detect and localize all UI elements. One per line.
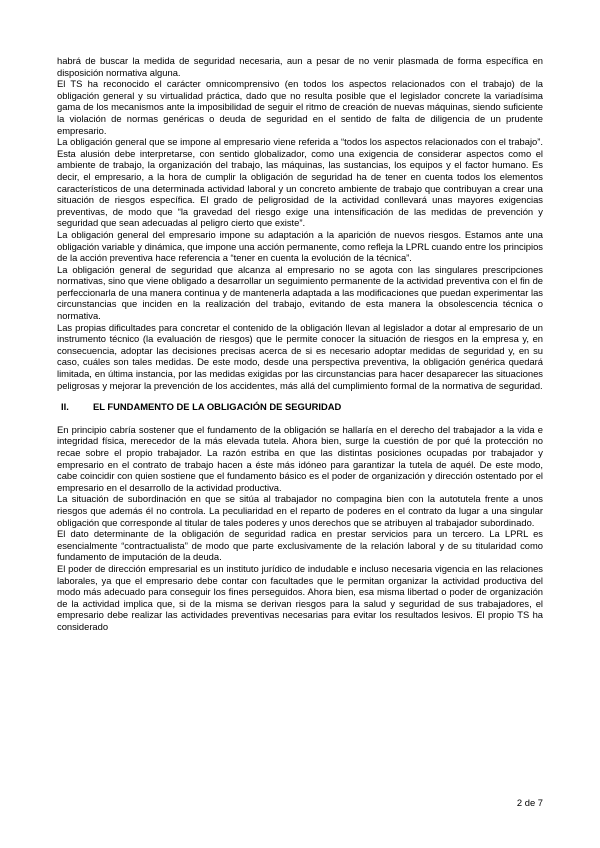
- paragraph: La situación de subordinación en que se sitúa al trabajador no compagina bien con la autotutela frente a unos riesgos que además él no controla. La peculiaridad en el reparto de poderes en el contrato da lugar a una singular obligación que corresponde al titular de tales poderes y unos derechos que se atribuyen al trabajador subordinado.: [57, 493, 543, 528]
- section-number: II.: [61, 401, 69, 413]
- paragraph: El poder de dirección empresarial es un instituto jurídico de indudable e incluso necesaria vigencia en las relaciones laborales, ya que el empresario debe contar con facultades que le permitan organizar la actividad productiva del modo más adecuado para conseguir los fines perseguidos. Ahora bien, esa misma libertad o poder de organización de la actividad implica que, si de la misma se derivan riesgos para la salud y seguridad de sus trabajadores, el empresario debe realizar las actividades preventivas necesarias para evitar los resultados lesivos. El propio TS ha considerado: [57, 562, 543, 632]
- paragraph: El TS ha reconocido el carácter omnicomprensivo (en todos los aspectos relacionados con el trabajo) de la obligación general y su virtualidad práctica, dado que no resulta posible que el legislador concrete la variadísima gama de los mecanismos ante la imposibilidad de seguir el ritmo de creación de nuevas máquinas, siendo suficiente la violación de normas genéricas o deuda de seguridad en el sentido de falta de diligencia de un prudente empresario.: [57, 78, 543, 136]
- page-number: 2 de 7: [516, 797, 543, 808]
- section-heading: [57, 401, 543, 413]
- paragraph: habrá de buscar la medida de seguridad necesaria, aun a pesar de no venir plasmada de forma específica en disposición normativa alguna.: [57, 55, 543, 78]
- paragraph: Las propias dificultades para concretar el contenido de la obligación llevan al legislador a dotar al empresario de un instrumento técnico (la evaluación de riesgos) que le permite conocer la situación de riesgos en la empresa y, en consecuencia, adoptar las decisiones precisas acerca de si es necesario adoptar medidas de seguridad y, en su caso, cuáles son tales medidas. De este modo, desde una perspectiva preventiva, la obligación genérica quedará limitada, en última instancia, por las medidas exigidas por las circunstancias para hacer desaparecer las situaciones peligrosas y mejorar la prevención de los accidentes, más allá del cumplimiento formal de la normativa de seguridad.: [57, 321, 543, 391]
- paragraph: La obligación general de seguridad que alcanza al empresario no se agota con las singulares prescripciones normativas, sino que viene obligado a desarrollar un seguimiento permanente de la actividad preventiva con el fin de perfeccionarla de una manera continua y de mantenerla adaptada a las modificaciones que puedan experimentar las circunstancias que inciden en la realización del trabajo, evitando de esta manera la obsolescencia técnica o normativa.: [57, 263, 543, 322]
- paragraph: La obligación general que se impone al empresario viene referida a “todos los aspectos relacionados con el trabajo”. Esta alusión debe interpretarse, con sentido globalizador, como una exigencia de considerar aspectos como el ambiente de trabajo, la organización del trabajo, las máquinas, las sustancias, los equipos y el factor humano. Es decir, el empresario, a la hora de cumplir la obligación de seguridad ha de tener en cuenta todos los elementos característicos de una determinada actividad laboral y un concreto ambiente de trabajo que contribuyan a crear una situación de riesgos específica. El grado de peligrosidad de la actividad conllevará unas mayores exigencias preventivas, de modo que “la gravedad del riesgo exige una intensificación de las medidas de prevención y seguridad que sean adecuadas al peligro cierto que existe”.: [57, 136, 543, 229]
- document-page: [57, 55, 543, 633]
- paragraph: En principio cabría sostener que el fundamento de la obligación se hallaría en el derecho del trabajador a la vida e integridad física, merecedor de la más elevada tutela. Ahora bien, surge la cuestión de por qué la protección no recae sobre el propio trabajador. La razón estriba en que las distintas posiciones ocupadas por trabajador y empresario en el contrato de trabajo hacen a éste más idóneo para garantizar la tutela de aquél. De este modo, cabe coincidir con quien sostiene que el fundamento básico es el poder de organización y dirección ostentado por el empresario en el desarrollo de la actividad productiva.: [57, 423, 543, 493]
- paragraph: El dato determinante de la obligación de seguridad radica en prestar servicios para un tercero. La LPRL es esencialmente “contractualista” de modo que parte exclusivamente de la relación laboral y de su titularidad como fundamento de imputación de la deuda.: [57, 528, 543, 563]
- paragraph: La obligación general del empresario impone su adaptación a la aparición de nuevos riesgos. Estamos ante una obligación variable y dinámica, que impone una acción permanente, como refleja la LPRL cuando entre los principios de la acción preventiva hace referencia a “tener en cuenta la evolución de la técnica”.: [57, 228, 543, 264]
- section-title: EL FUNDAMENTO DE LA OBLIGACIÓN DE SEGURIDAD: [93, 401, 342, 413]
